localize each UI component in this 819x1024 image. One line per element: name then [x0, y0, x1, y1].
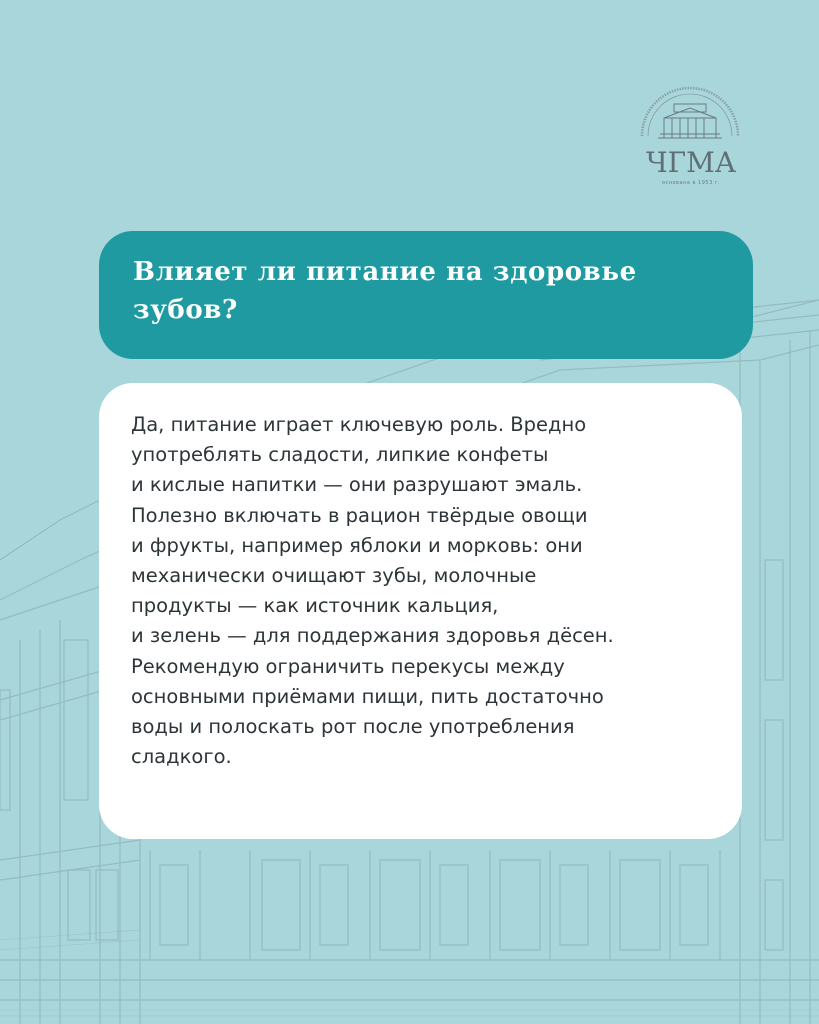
logo-name: ЧГМА	[645, 146, 737, 179]
answer-line: сладкого.	[131, 745, 232, 769]
answer-line: Да, питание играет ключевую роль. Вредно	[131, 413, 587, 436]
question-line: Влияет ли питание на здоровье	[133, 257, 637, 287]
answer-text	[131, 410, 722, 772]
answer-line: Полезно включать в рацион твёрдые овощи	[131, 503, 588, 527]
answer-line: воды и полоскать рот после употребления	[131, 715, 575, 739]
question-line: зубов?	[133, 295, 238, 325]
question-box	[99, 231, 753, 359]
answer-line: и зелень — для поддержания здоровья дёсен.	[131, 624, 614, 648]
answer-line: Рекомендую ограничить перекусы между	[131, 654, 565, 678]
answer-line: механически очищают зубы, молочные	[131, 564, 537, 588]
answer-line: и фрукты, например яблоки и морковь: они	[131, 533, 583, 557]
question-title	[133, 253, 723, 329]
answer-line: основными приёмами пищи, пить достаточно	[131, 684, 604, 708]
answer-line: употреблять сладости, липкие конфеты	[131, 443, 549, 467]
answer-line: продукты — как источник кальция,	[131, 594, 499, 618]
answer-box	[99, 383, 742, 839]
logo-founded: основана в 1953 г.	[661, 180, 721, 186]
answer-line: и кислые напитки — они разрушают эмаль.	[131, 473, 583, 497]
logo	[628, 74, 752, 202]
